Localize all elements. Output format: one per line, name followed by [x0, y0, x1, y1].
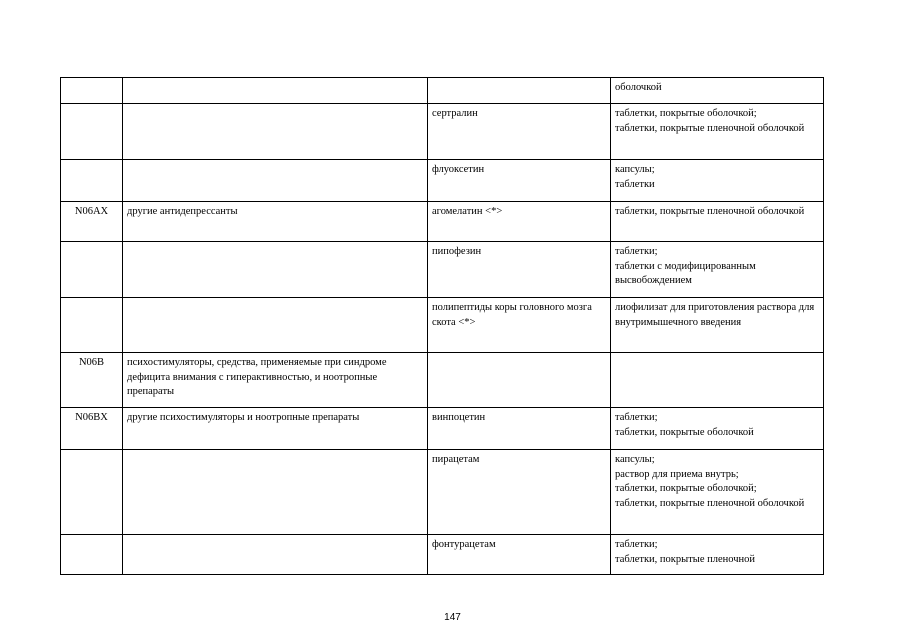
pharmacological-group-cell [123, 535, 428, 575]
pharmacological-group-cell [123, 104, 428, 160]
drug-table [60, 77, 824, 575]
table-row [61, 298, 824, 353]
dosage-form-cell: таблетки; таблетки с модифицированным высвобождением [611, 242, 824, 298]
drug-name-cell: агомелатин <*> [428, 202, 611, 242]
drug-name-cell: полипептиды коры головного мозга скота <*> [428, 298, 611, 353]
atc-code-cell [61, 535, 123, 575]
dosage-form-cell: капсулы; раствор для приема внутрь; таблетки, покрытые оболочкой; таблетки, покрытые пленочной оболочкой [611, 450, 824, 535]
table-row [61, 78, 824, 104]
table-row [61, 104, 824, 160]
drug-name-cell: флуоксетин [428, 160, 611, 202]
table-row [61, 160, 824, 202]
dosage-form-cell: лиофилизат для приготовления раствора для внутримышечного введения [611, 298, 824, 353]
atc-code-cell [61, 78, 123, 104]
pharmacological-group-cell [123, 160, 428, 202]
pharmacological-group-cell: другие психостимуляторы и ноотропные препараты [123, 408, 428, 450]
atc-code-cell: N06B [61, 353, 123, 408]
pharmacological-group-cell: психостимуляторы, средства, применяемые при синдроме дефицита внимания с гиперактивностью, и ноотропные препараты [123, 353, 428, 408]
atc-code-cell [61, 104, 123, 160]
table-row [61, 450, 824, 535]
pharmacological-group-cell [123, 450, 428, 535]
pharmacological-group-cell: другие антидепрессанты [123, 202, 428, 242]
table-row [61, 202, 824, 242]
drug-name-cell: сертралин [428, 104, 611, 160]
dosage-form-cell: таблетки, покрытые пленочной оболочкой [611, 202, 824, 242]
atc-code-cell: N06AX [61, 202, 123, 242]
dosage-form-cell: таблетки, покрытые оболочкой; таблетки, покрытые пленочной оболочкой [611, 104, 824, 160]
drug-name-cell: фонтурацетам [428, 535, 611, 575]
table-row [61, 242, 824, 298]
page-number: 147 [444, 612, 461, 623]
drug-name-cell: пирацетам [428, 450, 611, 535]
atc-code-cell [61, 160, 123, 202]
drug-table-body [61, 78, 824, 575]
dosage-form-cell: капсулы; таблетки [611, 160, 824, 202]
table-row [61, 353, 824, 408]
drug-name-cell: пипофезин [428, 242, 611, 298]
atc-code-cell [61, 298, 123, 353]
dosage-form-cell: таблетки; таблетки, покрытые оболочкой [611, 408, 824, 450]
drug-name-cell: винпоцетин [428, 408, 611, 450]
drug-name-cell [428, 78, 611, 104]
dosage-form-cell: оболочкой [611, 78, 824, 104]
atc-code-cell [61, 450, 123, 535]
pharmacological-group-cell [123, 298, 428, 353]
dosage-form-cell: таблетки; таблетки, покрытые пленочной [611, 535, 824, 575]
table-row [61, 535, 824, 575]
dosage-form-cell [611, 353, 824, 408]
table-row [61, 408, 824, 450]
atc-code-cell: N06BX [61, 408, 123, 450]
pharmacological-group-cell [123, 242, 428, 298]
atc-code-cell [61, 242, 123, 298]
drug-name-cell [428, 353, 611, 408]
pharmacological-group-cell [123, 78, 428, 104]
